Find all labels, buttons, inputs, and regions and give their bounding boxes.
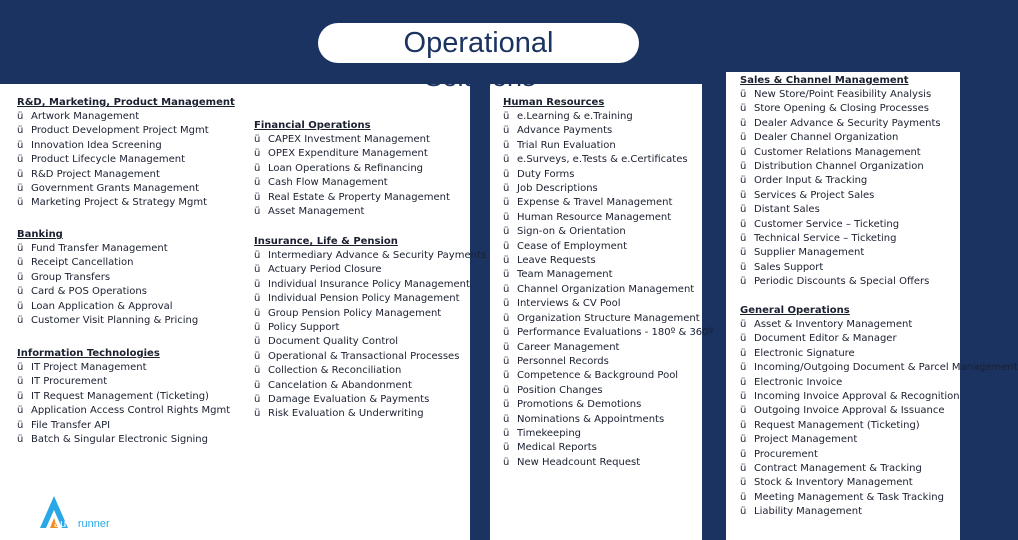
item-list: [254, 133, 450, 219]
list-item: [503, 254, 713, 268]
check-icon: ü: [503, 197, 510, 209]
list-item-label: e.Surveys, e.Tests & e.Certificates: [517, 154, 688, 166]
check-icon: ü: [740, 491, 747, 503]
list-item: [17, 124, 235, 138]
list-item: [503, 283, 713, 297]
list-item-label: Collection & Reconciliation: [268, 365, 402, 377]
list-item: [503, 413, 713, 427]
check-icon: ü: [503, 456, 510, 468]
list-item-label: Innovation Idea Screening: [31, 139, 162, 151]
list-item: [503, 182, 713, 196]
list-item-label: e.Learning & e.Training: [517, 111, 633, 122]
list-item: [17, 153, 235, 167]
list-item-label: Individual Pension Policy Management: [268, 293, 460, 305]
list-item: [740, 332, 1018, 346]
list-item-label: IT Procurement: [31, 376, 108, 388]
list-item: [254, 249, 486, 263]
list-item: [17, 182, 235, 196]
list-item-label: Receipt Cancellation: [31, 257, 134, 269]
list-item: [254, 407, 486, 421]
check-icon: ü: [503, 240, 510, 252]
list-item-label: Electronic Signature: [754, 347, 855, 359]
list-item: [740, 462, 1018, 476]
list-item-label: Incoming/Outgoing Document & Parcel Management: [754, 362, 1018, 374]
check-icon: ü: [503, 283, 510, 295]
list-item: [503, 341, 713, 355]
list-item-label: Batch & Singular Electronic Signing: [31, 434, 208, 446]
section-title: Financial Operations: [254, 120, 371, 131]
list-item: [254, 191, 450, 205]
list-item-label: Procurement: [754, 448, 818, 460]
list-item-label: Product Development Project Mgmt: [31, 125, 209, 137]
check-icon: ü: [254, 394, 261, 406]
list-item-label: Document Quality Control: [268, 336, 399, 348]
list-item: [254, 147, 450, 161]
list-item: [254, 133, 450, 147]
list-item: [740, 448, 1018, 462]
list-item-label: Project Management: [754, 434, 858, 446]
list-item-label: Competence & Background Pool: [517, 370, 679, 382]
list-item: [254, 379, 486, 393]
list-item: [740, 419, 1018, 433]
list-item-label: Leave Requests: [517, 255, 596, 267]
list-item-label: Application Access Control Rights Mgmt: [31, 405, 231, 417]
check-icon: ü: [17, 243, 24, 254]
check-icon: ü: [503, 442, 510, 454]
check-icon: ü: [254, 379, 261, 391]
section-title: Sales & Channel Management: [740, 75, 909, 86]
check-icon: ü: [254, 307, 261, 319]
list-item-label: Marketing Project & Strategy Mgmt: [31, 197, 208, 209]
list-item: [740, 160, 941, 174]
list-item-label: Trial Run Evaluation: [517, 139, 616, 151]
check-icon: ü: [17, 271, 24, 283]
section-sales: [740, 74, 941, 290]
list-item-label: Promotions & Demotions: [517, 399, 642, 411]
list-item: [503, 196, 713, 210]
list-item-label: Government Grants Management: [31, 183, 200, 195]
check-icon: ü: [503, 355, 510, 367]
logo-text-b: runner: [77, 518, 110, 530]
list-item: [740, 174, 941, 188]
list-item-label: Nominations & Appointments: [517, 413, 665, 425]
section-general: [740, 304, 1018, 520]
list-item: [17, 433, 230, 447]
check-icon: ü: [740, 261, 747, 273]
section-title: R&D, Marketing, Product Management: [17, 97, 235, 108]
list-item-label: Distribution Channel Organization: [754, 161, 924, 173]
check-icon: ü: [17, 139, 24, 151]
check-icon: ü: [254, 336, 261, 348]
list-item-label: Artwork Management: [31, 111, 140, 122]
check-icon: ü: [503, 255, 510, 267]
list-item-label: Distant Sales: [754, 204, 820, 216]
check-icon: ü: [503, 269, 510, 281]
list-item: [740, 505, 1018, 519]
check-icon: ü: [740, 146, 747, 158]
list-item-label: Loan Operations & Refinancing: [268, 162, 424, 174]
list-item: [740, 146, 941, 160]
list-item-label: Asset Management: [268, 206, 365, 218]
check-icon: ü: [17, 197, 24, 209]
item-list: [17, 242, 198, 328]
section-title: General Operations: [740, 305, 850, 316]
list-item-label: Human Resource Management: [517, 211, 672, 223]
list-item: [254, 335, 486, 349]
list-item: [17, 242, 198, 256]
check-icon: ü: [503, 370, 510, 382]
list-item-label: Personnel Records: [517, 355, 609, 367]
list-item: [740, 246, 941, 260]
list-item: [503, 110, 713, 124]
check-icon: ü: [17, 315, 24, 327]
list-item: [17, 256, 198, 270]
check-icon: ü: [254, 365, 261, 377]
list-item-label: Advance Payments: [517, 125, 613, 137]
list-item: [254, 205, 450, 219]
list-item-label: Cease of Employment: [517, 240, 627, 252]
list-item: [740, 131, 941, 145]
list-item: [503, 211, 713, 225]
section-insurance: [254, 235, 486, 422]
section-financial: [254, 119, 450, 219]
check-icon: ü: [503, 341, 510, 353]
list-item: [254, 364, 486, 378]
list-item: [740, 433, 1018, 447]
list-item: [17, 285, 198, 299]
list-item: [17, 139, 235, 153]
check-icon: ü: [503, 211, 510, 223]
list-item: [740, 88, 941, 102]
check-icon: ü: [17, 168, 24, 180]
list-item-label: Operational & Transactional Processes: [268, 350, 460, 362]
check-icon: ü: [254, 264, 261, 276]
check-icon: ü: [254, 191, 261, 203]
list-item-label: Document Editor & Manager: [754, 333, 897, 345]
check-icon: ü: [17, 362, 24, 373]
item-list: [503, 110, 713, 470]
check-icon: ü: [254, 278, 261, 290]
check-icon: ü: [17, 405, 24, 417]
list-item: [254, 278, 486, 292]
list-item-label: Dealer Channel Organization: [754, 132, 899, 144]
list-item: [740, 318, 1018, 332]
check-icon: ü: [17, 183, 24, 195]
list-item-label: New Headcount Request: [517, 456, 641, 468]
check-icon: ü: [740, 434, 747, 446]
list-item: [17, 390, 230, 404]
list-item-label: File Transfer API: [31, 419, 111, 431]
list-item: [503, 369, 713, 383]
list-item-label: Customer Visit Planning & Pricing: [31, 315, 199, 327]
logo-text: [54, 518, 110, 530]
check-icon: ü: [740, 419, 747, 431]
list-item-label: Services & Project Sales: [754, 189, 875, 201]
list-item: [17, 375, 230, 389]
list-item-label: Meeting Management & Task Tracking: [754, 491, 944, 503]
list-item-label: Fund Transfer Management: [31, 243, 168, 254]
list-item: [740, 102, 941, 116]
list-item-label: IT Project Management: [31, 362, 147, 373]
check-icon: ü: [740, 319, 747, 330]
check-icon: ü: [740, 89, 747, 100]
list-item: [17, 168, 235, 182]
list-item: [740, 261, 941, 275]
list-item-label: CAPEX Investment Management: [268, 134, 430, 145]
list-item: [503, 153, 713, 167]
page-subtitle: Solutions: [424, 62, 536, 92]
list-item: [503, 384, 713, 398]
list-item: [740, 275, 941, 289]
check-icon: ü: [740, 362, 747, 374]
list-item-label: Supplier Management: [754, 247, 865, 259]
check-icon: ü: [254, 250, 261, 261]
check-icon: ü: [740, 247, 747, 259]
check-icon: ü: [254, 293, 261, 305]
list-item-label: Cash Flow Management: [268, 177, 388, 189]
list-item-label: Channel Organization Management: [517, 283, 695, 295]
list-item: [17, 271, 198, 285]
check-icon: ü: [254, 177, 261, 189]
check-icon: ü: [17, 419, 24, 431]
list-item-label: Policy Support: [268, 322, 340, 334]
list-item-label: OPEX Expenditure Management: [268, 148, 428, 160]
list-item-label: Sales Support: [754, 261, 824, 273]
list-item: [503, 326, 713, 340]
check-icon: ü: [503, 125, 510, 137]
list-item-label: Asset & Inventory Management: [754, 319, 913, 330]
check-icon: ü: [17, 154, 24, 166]
section-rnd: [17, 96, 235, 211]
list-item-label: Team Management: [517, 269, 613, 281]
list-item: [503, 168, 713, 182]
check-icon: ü: [740, 391, 747, 403]
list-item-label: Timekeeping: [517, 427, 582, 439]
check-icon: ü: [740, 333, 747, 345]
check-icon: ü: [254, 134, 261, 145]
list-item-label: Damage Evaluation & Payments: [268, 394, 430, 406]
check-icon: ü: [503, 312, 510, 324]
check-icon: ü: [740, 448, 747, 460]
list-item: [503, 240, 713, 254]
check-icon: ü: [254, 206, 261, 218]
check-icon: ü: [740, 276, 747, 288]
check-icon: ü: [740, 161, 747, 173]
list-item-label: Periodic Discounts & Special Offers: [754, 276, 930, 288]
section-banking: [17, 228, 198, 328]
list-item: [17, 361, 230, 375]
list-item-label: Outgoing Invoice Approval & Issuance: [754, 405, 945, 417]
check-icon: ü: [254, 408, 261, 420]
list-item: [254, 162, 450, 176]
list-item-label: Sign-on & Orientation: [517, 226, 626, 238]
check-icon: ü: [254, 322, 261, 334]
list-item: [17, 419, 230, 433]
check-icon: ü: [740, 463, 747, 475]
list-item-label: Career Management: [517, 341, 620, 353]
logo-text-a: audit: [54, 518, 78, 530]
check-icon: ü: [503, 298, 510, 310]
section-title: Human Resources: [503, 97, 605, 108]
check-icon: ü: [503, 384, 510, 396]
list-item-label: Duty Forms: [517, 168, 575, 180]
check-icon: ü: [17, 434, 24, 446]
section-title: Banking: [17, 229, 63, 240]
check-icon: ü: [17, 390, 24, 402]
list-item: [503, 355, 713, 369]
section-title: Insurance, Life & Pension: [254, 236, 398, 247]
list-item-label: Real Estate & Property Management: [268, 191, 450, 203]
item-list: [254, 249, 486, 422]
check-icon: ü: [17, 300, 24, 312]
list-item: [17, 404, 230, 418]
check-icon: ü: [503, 154, 510, 166]
list-item: [503, 441, 713, 455]
item-list: [17, 110, 235, 211]
check-icon: ü: [740, 218, 747, 230]
list-item-label: Performance Evaluations - 180º & 360º: [517, 327, 714, 339]
list-item: [503, 297, 713, 311]
list-item: [254, 393, 486, 407]
check-icon: ü: [17, 376, 24, 388]
list-item: [740, 218, 941, 232]
list-item-label: Dealer Advance & Security Payments: [754, 117, 941, 129]
check-icon: ü: [17, 257, 24, 269]
list-item: [17, 196, 235, 210]
list-item: [503, 139, 713, 153]
item-list: [17, 361, 230, 447]
list-item: [740, 476, 1018, 490]
list-item-label: Expense & Travel Management: [517, 197, 673, 209]
check-icon: ü: [740, 117, 747, 129]
check-icon: ü: [503, 226, 510, 238]
check-icon: ü: [740, 103, 747, 115]
list-item-label: Store Opening & Closing Processes: [754, 103, 929, 115]
list-item-label: Loan Application & Approval: [31, 300, 173, 312]
list-item: [740, 203, 941, 217]
section-hr: [503, 96, 713, 470]
list-item: [740, 491, 1018, 505]
list-item: [254, 263, 486, 277]
list-item-label: IT Request Management (Ticketing): [31, 390, 209, 402]
check-icon: ü: [503, 427, 510, 439]
list-item: [740, 361, 1018, 375]
list-item-label: Order Input & Tracking: [754, 175, 868, 187]
list-item-label: Group Pension Policy Management: [268, 307, 442, 319]
page-title: Operational: [403, 27, 554, 59]
check-icon: ü: [17, 125, 24, 137]
check-icon: ü: [503, 139, 510, 151]
list-item-label: New Store/Point Feasibility Analysis: [754, 89, 932, 100]
check-icon: ü: [503, 413, 510, 425]
section-title: Information Technologies: [17, 348, 160, 359]
check-icon: ü: [740, 347, 747, 359]
list-item: [503, 225, 713, 239]
list-item-label: Cancelation & Abandonment: [268, 379, 412, 391]
list-item-label: Stock & Inventory Management: [754, 477, 913, 489]
check-icon: ü: [740, 376, 747, 388]
item-list: [740, 318, 1018, 520]
list-item-label: Contract Management & Tracking: [754, 463, 922, 475]
list-item: [503, 312, 713, 326]
check-icon: ü: [740, 506, 747, 518]
list-item: [740, 404, 1018, 418]
check-icon: ü: [254, 148, 261, 160]
list-item-label: Actuary Period Closure: [268, 264, 382, 276]
list-item: [254, 321, 486, 335]
list-item: [740, 376, 1018, 390]
list-item-label: Group Transfers: [31, 271, 111, 283]
list-item: [740, 232, 941, 246]
list-item-label: Electronic Invoice: [754, 376, 843, 388]
list-item: [254, 350, 486, 364]
list-item-label: Job Descriptions: [517, 183, 598, 195]
list-item-label: Customer Service – Ticketing: [754, 218, 900, 230]
list-item-label: Intermediary Advance & Security Payments: [268, 250, 487, 261]
check-icon: ü: [740, 477, 747, 489]
list-item: [740, 390, 1018, 404]
list-item-label: Incoming Invoice Approval & Recognition: [754, 391, 960, 403]
list-item: [17, 314, 198, 328]
list-item-label: Customer Relations Management: [754, 146, 921, 158]
list-item-label: Interviews & CV Pool: [517, 298, 621, 310]
list-item-label: Request Management (Ticketing): [754, 419, 920, 431]
list-item: [740, 189, 941, 203]
check-icon: ü: [503, 183, 510, 195]
check-icon: ü: [740, 189, 747, 201]
list-item: [503, 124, 713, 138]
list-item-label: Card & POS Operations: [31, 286, 147, 298]
list-item-label: Individual Insurance Policy Management: [268, 278, 470, 290]
list-item: [503, 456, 713, 470]
list-item: [254, 307, 486, 321]
list-item-label: Organization Structure Management: [517, 312, 700, 324]
check-icon: ü: [740, 204, 747, 216]
list-item-label: R&D Project Management: [31, 168, 160, 180]
list-item: [740, 347, 1018, 361]
check-icon: ü: [740, 132, 747, 144]
list-item: [254, 292, 486, 306]
list-item: [503, 398, 713, 412]
list-item: [17, 300, 198, 314]
list-item-label: Position Changes: [517, 384, 603, 396]
list-item-label: Risk Evaluation & Underwriting: [268, 408, 424, 420]
check-icon: ü: [740, 175, 747, 187]
list-item: [503, 268, 713, 282]
check-icon: ü: [503, 111, 510, 122]
check-icon: ü: [17, 286, 24, 298]
check-icon: ü: [254, 162, 261, 174]
check-icon: ü: [17, 111, 24, 122]
item-list: [740, 88, 941, 290]
list-item: [254, 176, 450, 190]
check-icon: ü: [740, 405, 747, 417]
list-item-label: Liability Management: [754, 506, 863, 518]
list-item-label: Product Lifecycle Management: [31, 154, 186, 166]
section-it: [17, 347, 230, 447]
list-item: [740, 117, 941, 131]
list-item: [503, 427, 713, 441]
check-icon: ü: [503, 399, 510, 411]
list-item: [17, 110, 235, 124]
check-icon: ü: [503, 168, 510, 180]
check-icon: ü: [254, 350, 261, 362]
list-item-label: Medical Reports: [517, 442, 597, 454]
check-icon: ü: [503, 327, 510, 339]
check-icon: ü: [740, 233, 747, 245]
list-item-label: Technical Service – Ticketing: [754, 233, 897, 245]
